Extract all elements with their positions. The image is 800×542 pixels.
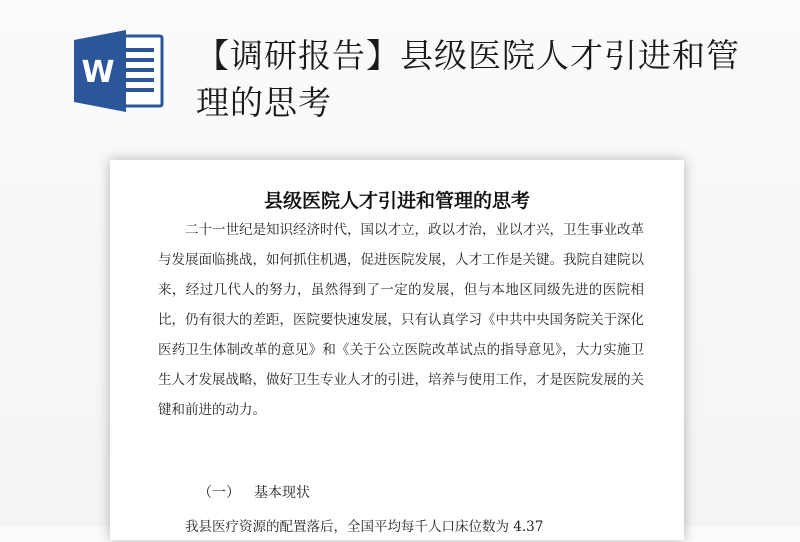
section-title: 基本现状 [254,485,310,501]
document-paragraph: 我县医疗资源的配置落后，全国平均每千人口床位数为 4.37 [185,519,544,535]
svg-text:W: W [81,55,115,90]
banner-title: 【调研报告】县级医院人才引进和管理的思考 [196,36,740,122]
word-document-icon [74,30,166,112]
document-heading: 县级医院人才引进和管理的思考 [263,190,530,212]
document-page [110,160,684,540]
document-paragraph: 二十一世纪是知识经济时代，国以才立，政以才治，业以才兴，卫生事业改革与发展面临挑战，如何抓住机遇，促进医院发展，人才工作是关键。我院自建院以来，经过几代人的努力，虽然得到了一定的发展，但与本地区同级先进的医院相比，仍有很大的差距，医院要快速发展，只有认真学习《中共中央国务院关于深化医药卫生体制改革的意见》和《关于公立医院改革试点的指导意见》，大力实施卫生人才发展战略，做好卫生专业人才的引进，培养与使用工作，才是医院发展的关键和前进的动力。 [158,222,644,418]
section-number: （一） [198,485,240,501]
section-heading [198,482,310,502]
